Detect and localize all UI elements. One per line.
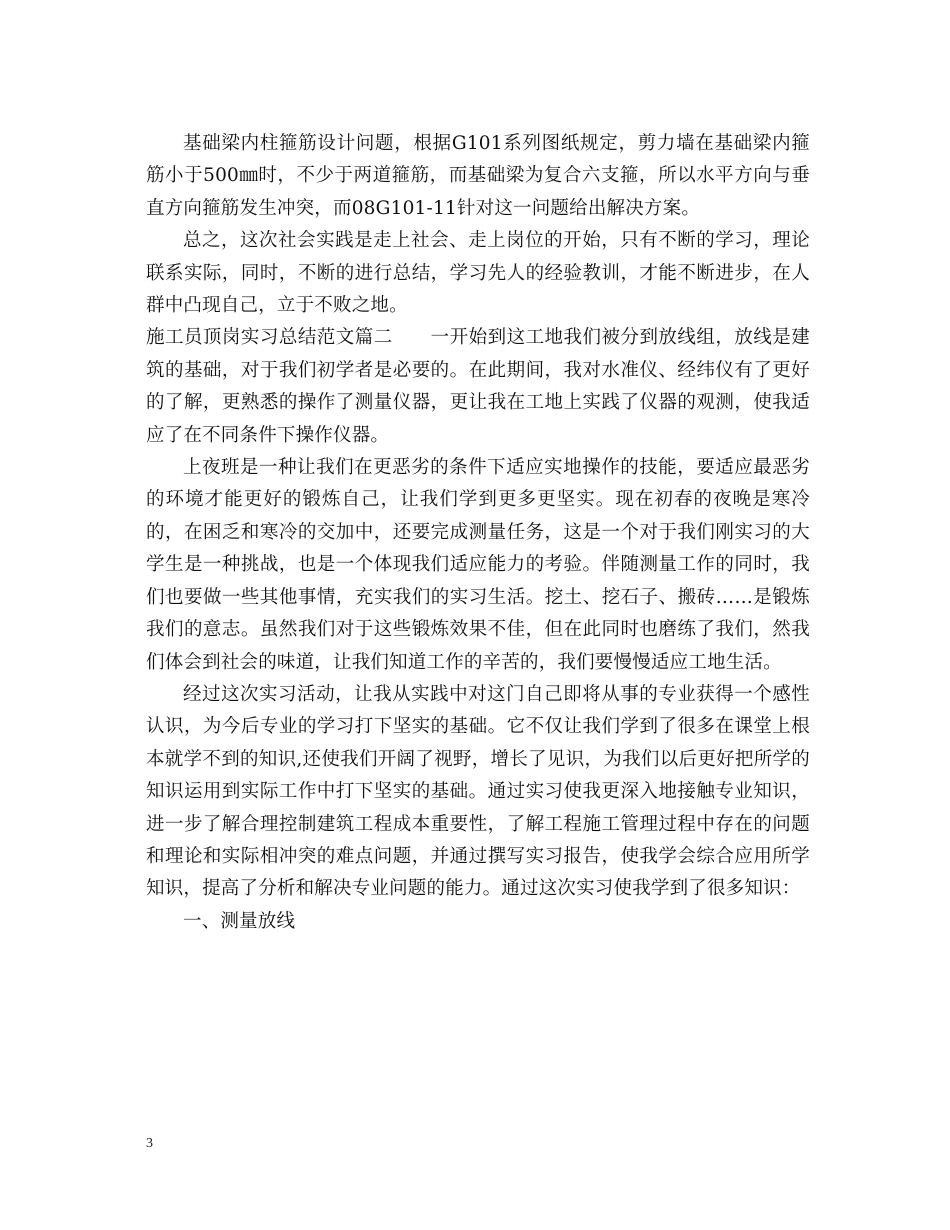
paragraph-section-two-intro: 施工员顶岗实习总结范文篇二 一开始到这工地我们被分到放线组，放线是建筑的基础，对于我们初学者是必要的。在此期间，我对水准仪、经纬仪有了更好的了解，更熟悉的操作了测量仪器，更让我在工地上实践了仪器的观测，使我适应了在不同条件下操作仪器。: [146, 327, 810, 446]
paragraph-conclusion: 总之，这次社会实践是走上社会、走上岗位的开始，只有不断的学习，理论联系实际，同时，不断的进行总结，学习先人的经验教训，才能不断进步，在人群中凸现自己，立于不败之地。: [146, 230, 810, 317]
page-number: 3: [146, 1136, 153, 1151]
paragraph-stirrup-design: 基础梁内柱箍筋设计问题，根据G101系列图纸规定，剪力墙在基础梁内箍筋小于500㎜时，不少于两道箍筋，而基础梁为复合六支箍，所以水平方向与垂直方向箍筋发生冲突，而08G101-11针对这一问题给出解决方案。: [146, 133, 810, 219]
paragraph-internship-gains: 经过这次实习活动，让我从实践中对这门自己即将从事的专业获得一个感性认识，为今后专业的学习打下坚实的基础。它不仅让我们学到了很多在课堂上根本就学不到的知识,还使我们开阔了视野，增长了见识，为我们以后更好把所学的知识运用到实际工作中打下坚实的基础。通过实习使我更深入地接触专业知识，进一步了解合理控制建筑工程成本重要性，了解工程施工管理过程中存在的问题和理论和实际相冲突的难点问题，并通过撰写实习报告，使我学会综合应用所学知识，提高了分析和解决专业问题的能力。通过这次实习使我学到了很多知识：: [146, 683, 810, 900]
section-heading-surveying: 一、测量放线: [183, 910, 296, 932]
paragraph-night-shift: 上夜班是一种让我们在更恶劣的条件下适应实地操作的技能，要适应最恶劣的环境才能更好的锻炼自己，让我们学到更多更坚实。现在初春的夜晚是寒冷的，在困乏和寒冷的交加中，还要完成测量任务，这是一个对于我们刚实习的大学生是一种挑战，也是一个体现我们适应能力的考验。伴随测量工作的同时，我们也要做一些其他事情，充实我们的实习生活。挖土、挖石子、搬砖……是锻炼我们的意志。虽然我们对于这些锻炼效果不佳，但在此同时也磨练了我们，然我们体会到社会的味道，让我们知道工作的辛苦的，我们要慢慢适应工地生活。: [146, 457, 810, 673]
document-body: [146, 128, 810, 938]
